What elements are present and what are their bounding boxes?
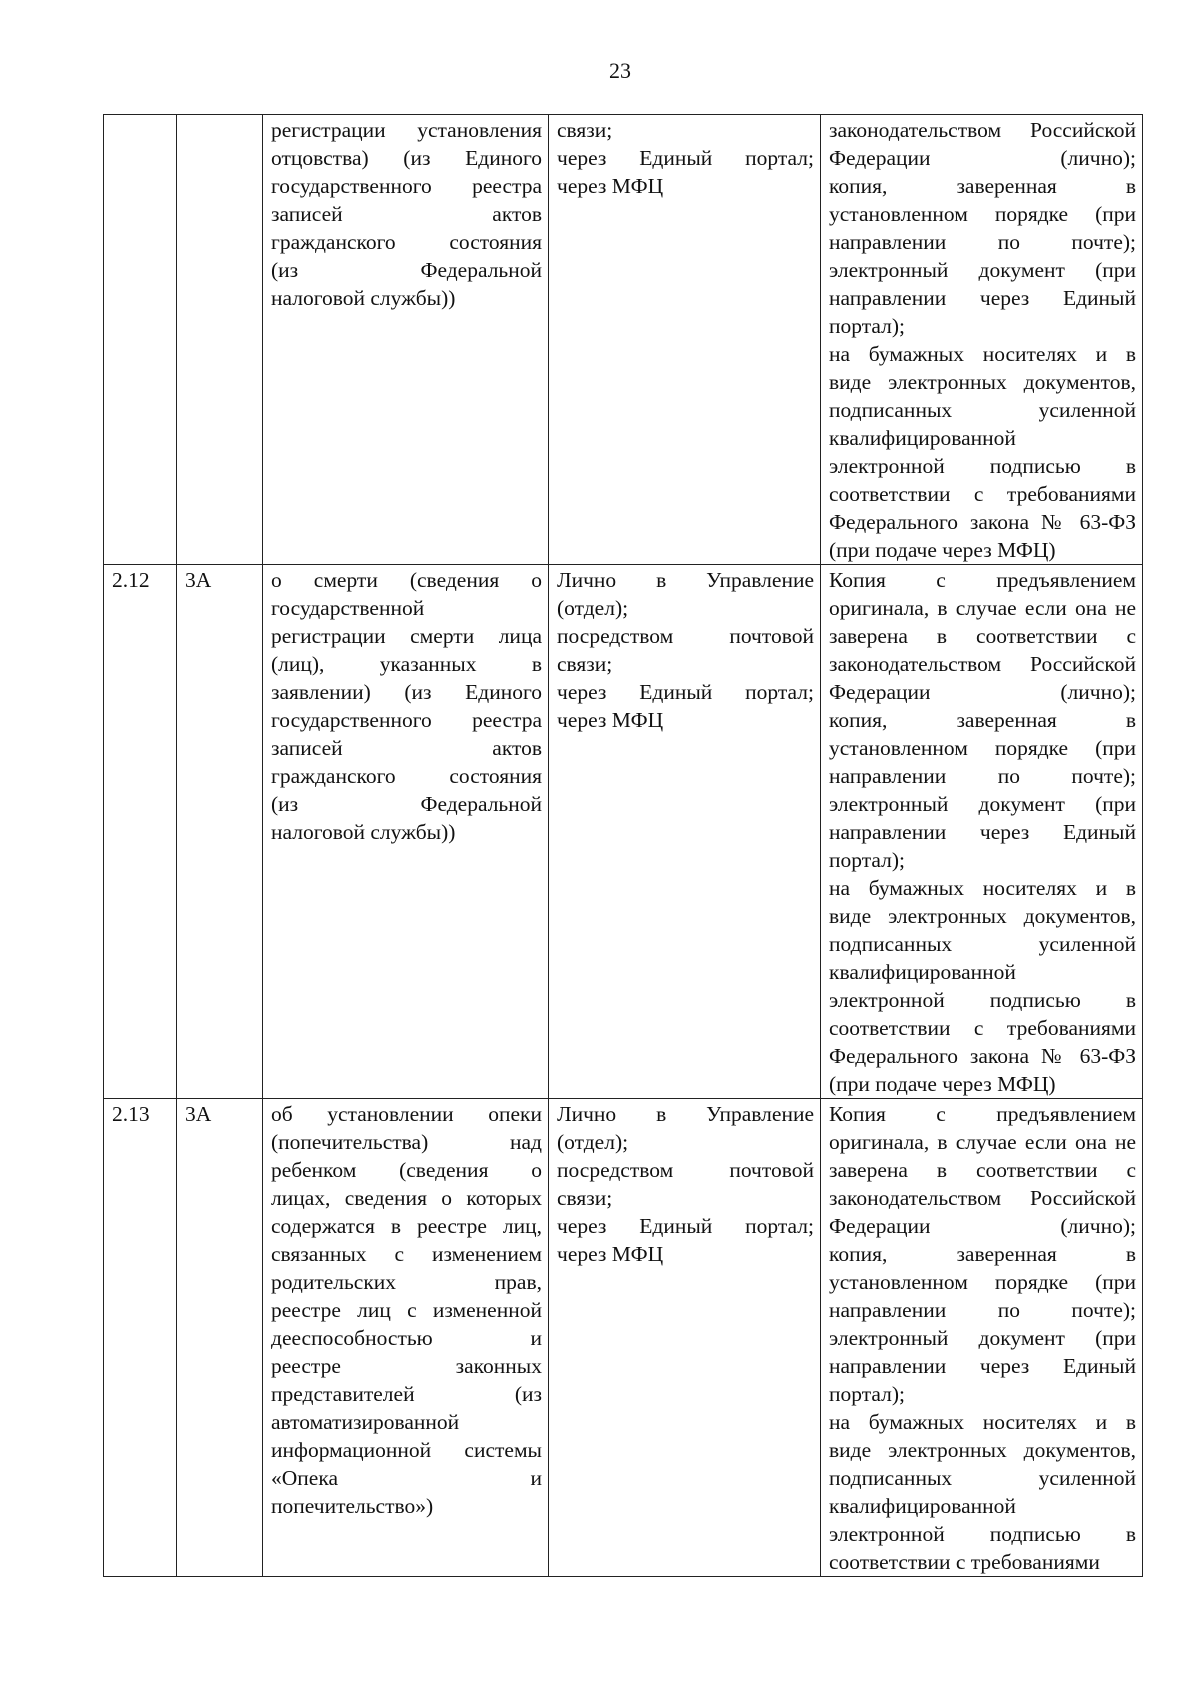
document-form-cell-line: копия, заверенная в bbox=[829, 174, 1136, 198]
document-form-cell-line: электронный документ (при bbox=[829, 1326, 1136, 1350]
document-form-cell-line: на бумажных носителях и в bbox=[829, 1410, 1136, 1434]
document-form-cell-line: оригинала, в случае если она не bbox=[829, 596, 1136, 620]
document-description-cell-line: государственной bbox=[271, 596, 425, 620]
document-form-cell-line: заверена в соответствии с bbox=[829, 1158, 1136, 1182]
document-description-cell-line: регистрации смерти лица bbox=[271, 624, 542, 648]
document-description-cell-line: реестре законных bbox=[271, 1354, 542, 1378]
document-description-cell-line: об установлении опеки bbox=[271, 1102, 542, 1126]
document-description-cell-line: автоматизированной bbox=[271, 1410, 460, 1434]
document-description-cell-line: заявлении) (из Единого bbox=[271, 680, 542, 704]
document-description-cell bbox=[263, 115, 549, 565]
document-description-cell-line: (лиц), указанных в bbox=[271, 652, 542, 676]
document-form-cell-line: копия, заверенная в bbox=[829, 708, 1136, 732]
document-description-cell-line: содержатся в реестре лиц, bbox=[271, 1214, 542, 1238]
submission-method-cell bbox=[549, 1099, 821, 1577]
document-form-cell-line: портал); bbox=[829, 1382, 905, 1406]
document-form-cell-line: установленном порядке (при bbox=[829, 1270, 1136, 1294]
row-number-cell-text: 2.13 bbox=[112, 1102, 150, 1126]
document-form-cell-line: подписанных усиленной bbox=[829, 932, 1136, 956]
document-description-cell-line: представителей (из bbox=[271, 1382, 542, 1406]
page-number: 23 bbox=[609, 58, 631, 83]
document-form-cell-line: Копия с предъявлением bbox=[829, 568, 1136, 592]
document-form-cell-line: законодательством Российской bbox=[829, 1186, 1136, 1210]
document-description-cell bbox=[263, 565, 549, 1099]
submission-method-cell-line: Лично в Управление bbox=[557, 568, 814, 592]
document-description-cell-line: родительских прав, bbox=[271, 1270, 542, 1294]
table-row bbox=[104, 115, 1143, 565]
document-form-cell-line: подписанных усиленной bbox=[829, 398, 1136, 422]
category-code-cell bbox=[177, 565, 263, 1099]
document-form-cell-line: виде электронных документов, bbox=[829, 1438, 1136, 1462]
document-form-cell-line: соответствии с требованиями bbox=[829, 1550, 1100, 1574]
document-form-cell-line: законодательством Российской bbox=[829, 652, 1136, 676]
document-form-cell-line: Федерального закона № 63-ФЗ bbox=[829, 1044, 1136, 1068]
submission-method-cell-line: через Единый портал; bbox=[557, 1214, 814, 1238]
document-description-cell-line: регистрации установления bbox=[271, 118, 542, 142]
document-form-cell-line: направлении по почте); bbox=[829, 1298, 1136, 1322]
row-number-cell bbox=[104, 1099, 177, 1577]
submission-method-cell-line: через МФЦ bbox=[557, 174, 664, 198]
document-form-cell-line: квалифицированной bbox=[829, 426, 1016, 450]
document-description-cell-line: (из Федеральной bbox=[271, 258, 542, 282]
document-form-cell-line: виде электронных документов, bbox=[829, 904, 1136, 928]
document-form-cell-line: направлении через Единый bbox=[829, 820, 1136, 844]
document-form-cell bbox=[821, 1099, 1143, 1577]
document-form-cell-line: Федерального закона № 63-ФЗ bbox=[829, 510, 1136, 534]
document-form-cell-line: соответствии с требованиями bbox=[829, 1016, 1136, 1040]
document-form-cell-line: виде электронных документов, bbox=[829, 370, 1136, 394]
submission-method-cell-line: через Единый портал; bbox=[557, 680, 814, 704]
document-form-cell-line: электронный документ (при bbox=[829, 258, 1136, 282]
document-description-cell-line: записей актов bbox=[271, 202, 542, 226]
submission-method-cell-line: через Единый портал; bbox=[557, 146, 814, 170]
document-form-cell-line: направлении через Единый bbox=[829, 1354, 1136, 1378]
row-number-cell-text: 2.12 bbox=[112, 568, 150, 592]
document-form-cell-line: портал); bbox=[829, 848, 905, 872]
document-form-cell-line: оригинала, в случае если она не bbox=[829, 1130, 1136, 1154]
category-code-cell-text: 3А bbox=[185, 568, 212, 592]
document-form-cell-line: копия, заверенная в bbox=[829, 1242, 1136, 1266]
document-description-cell-line: лицах, сведения о которых bbox=[271, 1186, 542, 1210]
document-form-cell-line: направлении по почте); bbox=[829, 764, 1136, 788]
document-form-cell-line: заверена в соответствии с bbox=[829, 624, 1136, 648]
table-row bbox=[104, 565, 1143, 1099]
document-form-cell-line: Федерации (лично); bbox=[829, 1214, 1136, 1238]
submission-method-cell-line: посредством почтовой bbox=[557, 624, 814, 648]
document-description-cell-line: о смерти (сведения о bbox=[271, 568, 542, 592]
document-description-cell-line: (попечительства) над bbox=[271, 1130, 542, 1154]
row-number-cell bbox=[104, 565, 177, 1099]
document-description-cell-line: государственного реестра bbox=[271, 174, 542, 198]
document-form-cell-line: на бумажных носителях и в bbox=[829, 876, 1136, 900]
documents-table bbox=[103, 114, 1143, 1577]
document-description-cell-line: гражданского состояния bbox=[271, 764, 542, 788]
document-description-cell-line: записей актов bbox=[271, 736, 542, 760]
document-description-cell-line: попечительство») bbox=[271, 1494, 434, 1518]
submission-method-cell-line: связи; bbox=[557, 1186, 613, 1210]
document-form-cell-line: электронной подписью в bbox=[829, 988, 1136, 1012]
category-code-cell bbox=[177, 1099, 263, 1577]
submission-method-cell-line: связи; bbox=[557, 652, 613, 676]
document-form-cell-line: портал); bbox=[829, 314, 905, 338]
document-description-cell-line: государственного реестра bbox=[271, 708, 542, 732]
document-form-cell bbox=[821, 565, 1143, 1099]
document-description-cell-line: отцовства) (из Единого bbox=[271, 146, 542, 170]
document-description-cell-line: (из Федеральной bbox=[271, 792, 542, 816]
document-description-cell-line: налоговой службы)) bbox=[271, 286, 456, 310]
category-code-cell-text: 3А bbox=[185, 1102, 212, 1126]
submission-method-cell-line: (отдел); bbox=[557, 1130, 629, 1154]
document-form-cell-line: Федерации (лично); bbox=[829, 146, 1136, 170]
table-row bbox=[104, 1099, 1143, 1577]
category-code-cell bbox=[177, 115, 263, 565]
document-form-cell-line: квалифицированной bbox=[829, 960, 1016, 984]
document-form-cell-line: (при подаче через МФЦ) bbox=[829, 1072, 1056, 1096]
document-description-cell-line: реестре лиц с измененной bbox=[271, 1298, 542, 1322]
documents-table-body bbox=[104, 115, 1143, 1577]
document-description-cell-line: гражданского состояния bbox=[271, 230, 542, 254]
document-form-cell-line: подписанных усиленной bbox=[829, 1466, 1136, 1490]
submission-method-cell-line: Лично в Управление bbox=[557, 1102, 814, 1126]
submission-method-cell bbox=[549, 565, 821, 1099]
document-form-cell-line: направлении по почте); bbox=[829, 230, 1136, 254]
submission-method-cell-line: посредством почтовой bbox=[557, 1158, 814, 1182]
document-form-cell-line: соответствии с требованиями bbox=[829, 482, 1136, 506]
document-form-cell-line: электронной подписью в bbox=[829, 1522, 1136, 1546]
document-form-cell-line: установленном порядке (при bbox=[829, 736, 1136, 760]
document-description-cell-line: связанных с изменением bbox=[271, 1242, 542, 1266]
document-form-cell-line: электронной подписью в bbox=[829, 454, 1136, 478]
submission-method-cell-line: (отдел); bbox=[557, 596, 629, 620]
document-form-cell-line: Федерации (лично); bbox=[829, 680, 1136, 704]
submission-method-cell-line: связи; bbox=[557, 118, 613, 142]
document-form-cell-line: направлении через Единый bbox=[829, 286, 1136, 310]
document-form-cell-line: установленном порядке (при bbox=[829, 202, 1136, 226]
document-description-cell-line: «Опека и bbox=[271, 1466, 542, 1490]
document-form-cell-line: законодательством Российской bbox=[829, 118, 1136, 142]
document-form-cell bbox=[821, 115, 1143, 565]
document-description-cell bbox=[263, 1099, 549, 1577]
document-form-cell-line: квалифицированной bbox=[829, 1494, 1016, 1518]
document-form-cell-line: электронный документ (при bbox=[829, 792, 1136, 816]
document-description-cell-line: дееспособностью и bbox=[271, 1326, 542, 1350]
document-description-cell-line: ребенком (сведения о bbox=[271, 1158, 542, 1182]
submission-method-cell-line: через МФЦ bbox=[557, 708, 664, 732]
document-form-cell-line: Копия с предъявлением bbox=[829, 1102, 1136, 1126]
submission-method-cell bbox=[549, 115, 821, 565]
document-description-cell-line: налоговой службы)) bbox=[271, 820, 456, 844]
document-form-cell-line: (при подаче через МФЦ) bbox=[829, 538, 1056, 562]
document-description-cell-line: информационной системы bbox=[271, 1438, 542, 1462]
row-number-cell bbox=[104, 115, 177, 565]
submission-method-cell-line: через МФЦ bbox=[557, 1242, 664, 1266]
document-form-cell-line: на бумажных носителях и в bbox=[829, 342, 1136, 366]
